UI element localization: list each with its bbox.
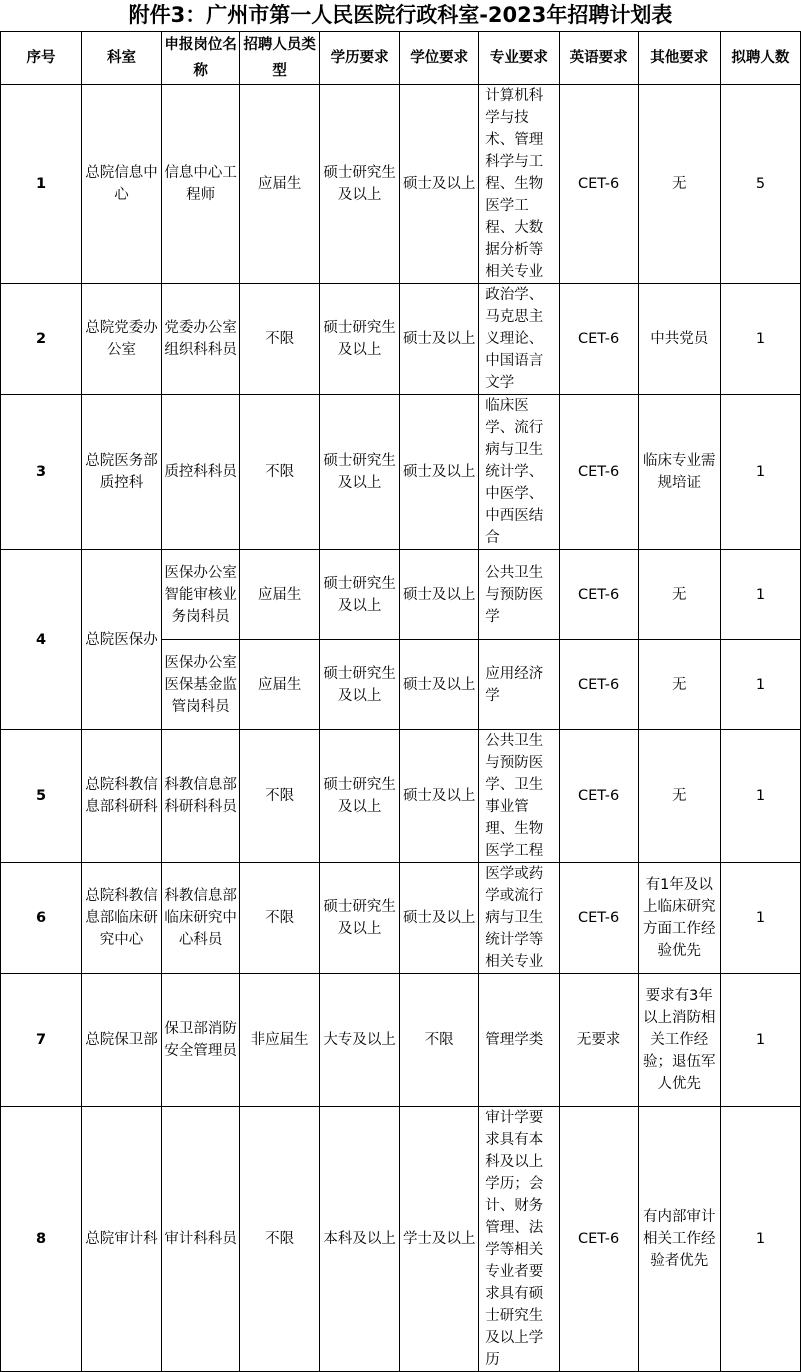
header-english: 英语要求 xyxy=(559,32,638,85)
header-major: 专业要求 xyxy=(479,32,559,85)
row-major: 公共卫生与预防医学、卫生事业管理、生物医学工程 xyxy=(479,730,559,863)
row-dept: 总院审计科 xyxy=(82,1107,162,1372)
table-row xyxy=(1,395,801,550)
row-major: 管理学类 xyxy=(479,974,559,1107)
row-english: CET-6 xyxy=(559,863,638,974)
row-dept: 总院科教信息部临床研究中心 xyxy=(82,863,162,974)
row-english: CET-6 xyxy=(559,395,638,550)
row-type: 不限 xyxy=(240,1107,320,1372)
row-other: 无 xyxy=(638,730,720,863)
row-edu: 硕士研究生及以上 xyxy=(320,550,400,640)
row-edu: 硕士研究生及以上 xyxy=(320,730,400,863)
row-count: 1 xyxy=(720,284,800,395)
row-degree: 硕士及以上 xyxy=(400,550,479,640)
header-dept: 科室 xyxy=(82,32,162,85)
row-major: 应用经济学 xyxy=(479,640,559,730)
header-other: 其他要求 xyxy=(638,32,720,85)
row-seq: 8 xyxy=(1,1107,82,1372)
header-degree: 学位要求 xyxy=(400,32,479,85)
row-position: 科教信息部临床研究中心科员 xyxy=(162,863,240,974)
row-other: 有内部审计相关工作经验者优先 xyxy=(638,1107,720,1372)
row-seq: 3 xyxy=(1,395,82,550)
row-type: 不限 xyxy=(240,730,320,863)
row-degree: 硕士及以上 xyxy=(400,640,479,730)
row-edu: 硕士研究生及以上 xyxy=(320,395,400,550)
row-degree: 硕士及以上 xyxy=(400,863,479,974)
row-edu: 大专及以上 xyxy=(320,974,400,1107)
row-english: CET-6 xyxy=(559,1107,638,1372)
row-count: 1 xyxy=(720,1107,800,1372)
row-count: 1 xyxy=(720,395,800,550)
row-other: 无 xyxy=(638,85,720,284)
row-type: 不限 xyxy=(240,284,320,395)
row-other: 中共党员 xyxy=(638,284,720,395)
row-major: 医学或药学或流行病与卫生统计学等相关专业 xyxy=(479,863,559,974)
row-count: 1 xyxy=(720,550,800,640)
row-dept: 总院科教信息部科研科 xyxy=(82,730,162,863)
row-other: 有1年及以上临床研究方面工作经验优先 xyxy=(638,863,720,974)
table-row xyxy=(1,85,801,284)
row-position: 审计科科员 xyxy=(162,1107,240,1372)
row-major: 公共卫生与预防医学 xyxy=(479,550,559,640)
row-major: 政治学、马克思主义理论、中国语言文学 xyxy=(479,284,559,395)
row-count: 1 xyxy=(720,974,800,1107)
row-english: 无要求 xyxy=(559,974,638,1107)
row-seq: 4 xyxy=(1,550,82,730)
row-other: 无 xyxy=(638,550,720,640)
row-seq: 6 xyxy=(1,863,82,974)
row-position: 医保办公室智能审核业务岗科员 xyxy=(162,550,240,640)
table-row xyxy=(1,1107,801,1372)
row-edu: 硕士研究生及以上 xyxy=(320,640,400,730)
row-degree: 硕士及以上 xyxy=(400,85,479,284)
row-major: 审计学要求具有本科及以上学历；会计、财务管理、法学等相关专业者要求具有硕士研究生及以上学历 xyxy=(479,1107,559,1372)
row-english: CET-6 xyxy=(559,550,638,640)
row-seq: 2 xyxy=(1,284,82,395)
row-count: 1 xyxy=(720,730,800,863)
row-degree: 硕士及以上 xyxy=(400,730,479,863)
row-type: 应届生 xyxy=(240,550,320,640)
row-major: 临床医学、流行病与卫生统计学、中医学、中西医结合 xyxy=(479,395,559,550)
table-row xyxy=(1,974,801,1107)
table-row xyxy=(1,863,801,974)
table-row xyxy=(1,730,801,863)
row-seq: 1 xyxy=(1,85,82,284)
row-type: 不限 xyxy=(240,863,320,974)
row-other: 临床专业需规培证 xyxy=(638,395,720,550)
header-edu: 学历要求 xyxy=(320,32,400,85)
row-degree: 硕士及以上 xyxy=(400,284,479,395)
header-seq: 序号 xyxy=(1,32,82,85)
row-position: 医保办公室医保基金监管岗科员 xyxy=(162,640,240,730)
row-english: CET-6 xyxy=(559,284,638,395)
row-position: 保卫部消防安全管理员 xyxy=(162,974,240,1107)
row-type: 不限 xyxy=(240,395,320,550)
row-type: 应届生 xyxy=(240,85,320,284)
table-row xyxy=(1,550,801,640)
row-other: 要求有3年以上消防相关工作经验；退伍军人优先 xyxy=(638,974,720,1107)
row-count: 1 xyxy=(720,640,800,730)
row-edu: 硕士研究生及以上 xyxy=(320,85,400,284)
row-count: 5 xyxy=(720,85,800,284)
row-seq: 7 xyxy=(1,974,82,1107)
row-degree: 学士及以上 xyxy=(400,1107,479,1372)
row-edu: 本科及以上 xyxy=(320,1107,400,1372)
header-row xyxy=(1,32,801,85)
row-edu: 硕士研究生及以上 xyxy=(320,284,400,395)
row-type: 非应届生 xyxy=(240,974,320,1107)
header-count: 拟聘人数 xyxy=(720,32,800,85)
row-major: 计算机科学与技术、管理科学与工程、生物医学工程、大数据分析等相关专业 xyxy=(479,85,559,284)
row-english: CET-6 xyxy=(559,640,638,730)
recruitment-table xyxy=(0,31,801,1372)
row-position: 党委办公室组织科科员 xyxy=(162,284,240,395)
row-position: 科教信息部科研科科员 xyxy=(162,730,240,863)
row-dept: 总院医保办 xyxy=(82,550,162,730)
row-count: 1 xyxy=(720,863,800,974)
row-dept: 总院医务部质控科 xyxy=(82,395,162,550)
row-english: CET-6 xyxy=(559,85,638,284)
row-degree: 硕士及以上 xyxy=(400,395,479,550)
row-degree: 不限 xyxy=(400,974,479,1107)
page-title: 附件3：广州市第一人民医院行政科室-2023年招聘计划表 xyxy=(128,3,673,27)
row-dept: 总院党委办公室 xyxy=(82,284,162,395)
row-other: 无 xyxy=(638,640,720,730)
header-type: 招聘人员类型 xyxy=(240,32,320,85)
table-row xyxy=(1,284,801,395)
row-position: 质控科科员 xyxy=(162,395,240,550)
row-edu: 硕士研究生及以上 xyxy=(320,863,400,974)
row-seq: 5 xyxy=(1,730,82,863)
row-position: 信息中心工程师 xyxy=(162,85,240,284)
row-type: 应届生 xyxy=(240,640,320,730)
header-position: 申报岗位名称 xyxy=(162,32,240,85)
row-dept: 总院信息中心 xyxy=(82,85,162,284)
row-english: CET-6 xyxy=(559,730,638,863)
row-dept: 总院保卫部 xyxy=(82,974,162,1107)
